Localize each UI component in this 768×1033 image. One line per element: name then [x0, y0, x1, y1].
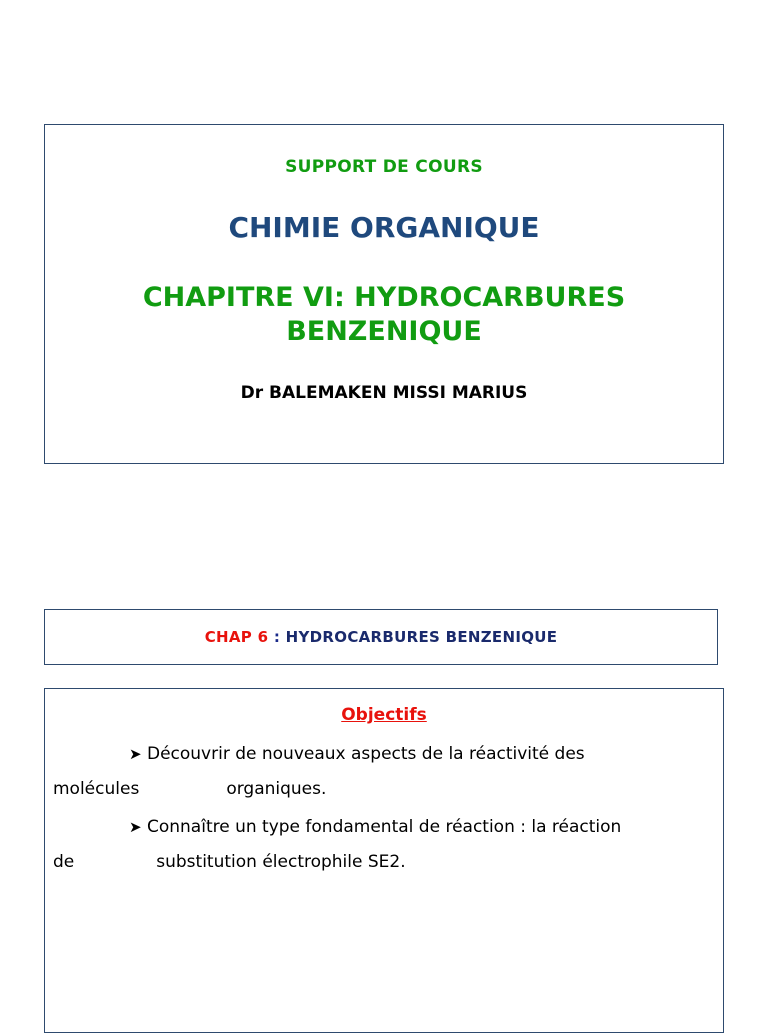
author-name: Dr BALEMAKEN MISSI MARIUS [240, 383, 528, 403]
arrow-bullet-icon: ➤ [129, 818, 142, 836]
arrow-bullet-icon: ➤ [129, 745, 142, 763]
objective-text-line2-start: molécules [53, 779, 140, 799]
objective-text-line1: Connaître un type fondamental de réaction : la réaction [146, 817, 622, 837]
objective-item [53, 810, 713, 880]
objective-text-line2-end: substitution électrophile SE2. [156, 852, 406, 872]
chapter-title-line1: CHAPITRE VI: HYDROCARBURES [142, 282, 626, 313]
chapter-header-line [45, 628, 717, 646]
objective-item [53, 737, 713, 807]
support-label: SUPPORT DE COURS [285, 157, 483, 177]
objective-text-line1: Découvrir de nouveaux aspects de la réactivité des [146, 744, 585, 764]
objective-text-line2-start: de [53, 852, 75, 872]
chapter-number: CHAP 6 [204, 628, 269, 646]
chapter-header-title: HYDROCARBURES BENZENIQUE [285, 628, 558, 646]
chapter-title-line2: BENZENIQUE [286, 316, 482, 347]
chapter-separator: : [268, 628, 286, 646]
objective-text-line2-end: organiques. [226, 779, 327, 799]
chapter-title [45, 281, 723, 349]
chapter-header [44, 609, 718, 665]
title-slide [44, 124, 724, 464]
subject-title: CHIMIE ORGANIQUE [228, 211, 540, 244]
objectives-slide [44, 688, 724, 1033]
objectives-heading: Objectifs [341, 705, 427, 725]
